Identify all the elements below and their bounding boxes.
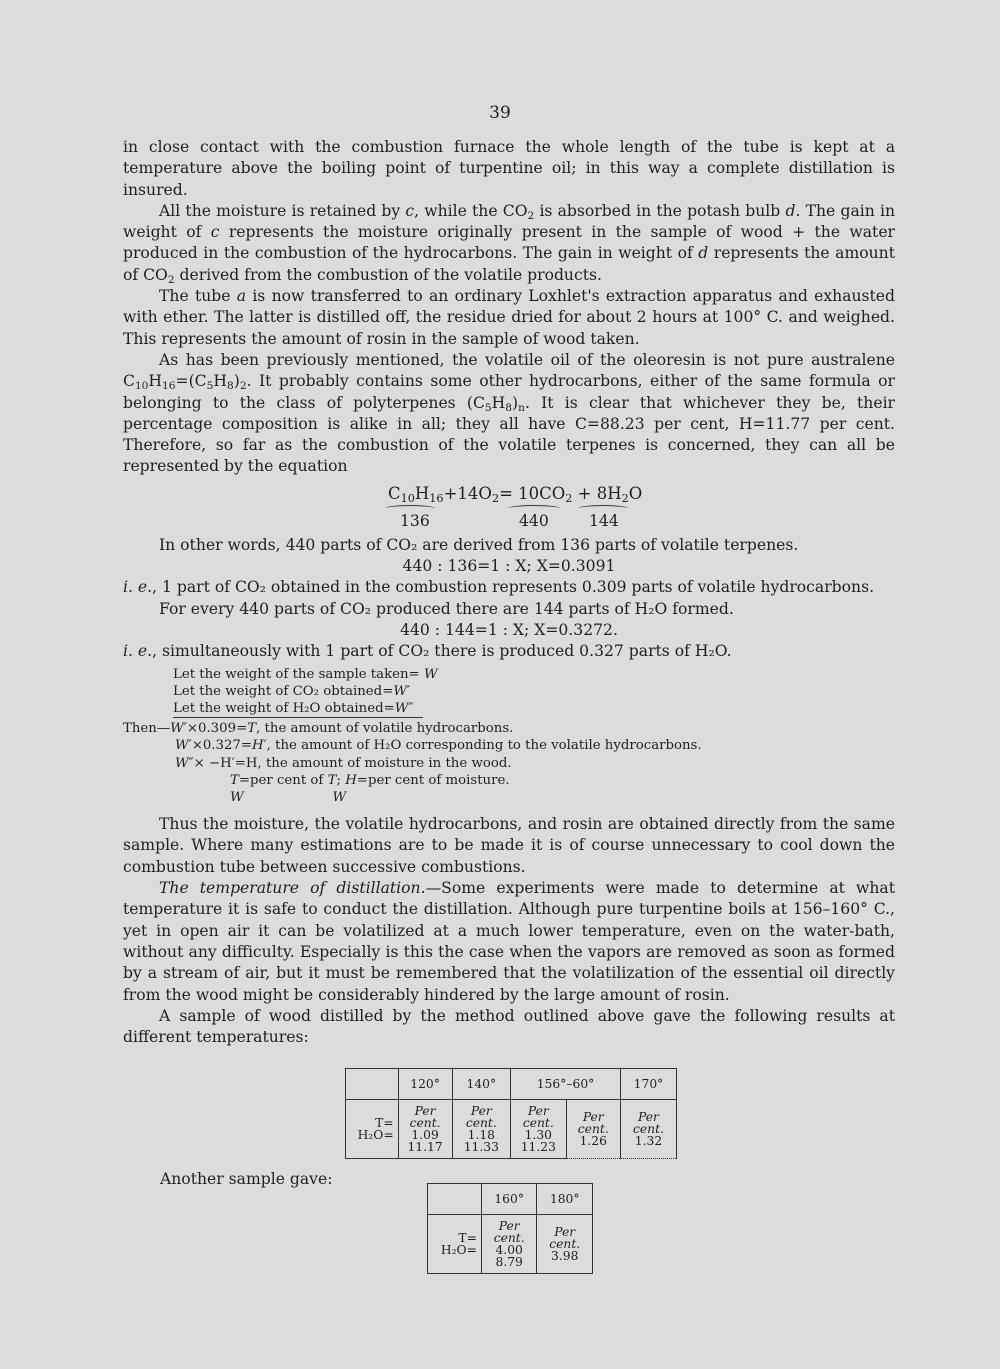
page-number: 39: [489, 103, 511, 123]
table1-row-labels: T= H₂O=: [346, 1100, 399, 1159]
paragraph-4: As has been previously mentioned, the volatile oil of the oleoresin is not pure australene $C_{10}H_{16}=(C_5H_8)_2$. It probably contains some other hydrocarbons, either of the same formula or belonging to the class of polyterpenes $(C_5H_8)_n$. It is clear that whichever they be, their percentage composition is alike in all; they all have C=88.23 per cent, H=11.77 per cent. Therefore, so far as the combustion of the volatile terpenes is concerned, they can all be represented by the equation: [123, 350, 896, 476]
molar-mass-3: 144: [589, 511, 619, 530]
paragraph-5: In other words, 440 parts of CO₂ are derived from 136 parts of volatile terpenes.: [159, 535, 799, 554]
table2-cell: Per cent. 3.98: [537, 1215, 593, 1274]
definitions: [123, 666, 895, 719]
molar-mass-1: 136: [400, 511, 430, 530]
table1-header: 140°: [452, 1069, 511, 1100]
paragraph-1: in close contact with the combustion furnace the whole length of the tube is kept at a temperature above the boiling point of turpentine oil; in this way a complete distillation is insured.: [123, 138, 895, 199]
table1-cell: Per cent. 1.26: [566, 1100, 620, 1159]
definition-3: Let the weight of H₂O obtained=W″: [173, 700, 423, 718]
table1-corner: [346, 1069, 399, 1100]
table2-row-labels: T= H₂O=: [428, 1215, 482, 1274]
calc-step-1: Then—W′×0.309=T, the amount of volatile hydrocarbons.: [123, 721, 514, 737]
paragraph-3: The tube a is now transferred to an ordinary Loxhlet's extraction apparatus and exhausted with ether. The latter is distilled off, the residue dried for about 2 hours at 100° C. and weighed. This represents the amount of rosin in the sample of wood taken.: [123, 287, 895, 348]
definition-1: Let the weight of the sample taken= W: [173, 666, 438, 682]
another-sample-label: Another sample gave:: [160, 1170, 333, 1188]
table1-header: 170°: [620, 1069, 676, 1100]
combustion-equation: [123, 481, 895, 533]
paragraph-9: Thus the moisture, the volatile hydrocarbons, and rosin are obtained directly from the same sample. Where many estimations are to be made it is of course unnecessary to cool down the combustion tube between successive combustions.: [123, 815, 895, 876]
table2-corner: [428, 1184, 482, 1215]
ratio-equation-1: 440 : 136=1 : X; X=0.3091: [402, 557, 616, 576]
calc-step-5: W W: [230, 789, 347, 805]
body-text: [123, 137, 895, 1048]
calculation-steps: [123, 720, 895, 806]
molar-mass-2: 440: [519, 511, 549, 530]
calc-step-3: W″× −H′=H, the amount of moisture in the wood.: [175, 755, 512, 771]
paragraph-7: For every 440 parts of CO₂ produced there are 144 parts of H₂O formed.: [159, 599, 734, 618]
table2-header: 180°: [537, 1184, 593, 1215]
paragraph-8: i. e., simultaneously with 1 part of CO₂ there is produced 0.327 parts of H₂O.: [123, 642, 732, 661]
table1-cell: Per cent. 1.09 11.17: [398, 1100, 452, 1159]
paragraph-2: All the moisture is retained by c, while the $CO_2$ is absorbed in the potash bulb d. The gain in weight of c represents the moisture originally present in the sample of wood + the water produced in the combustion of the hydrocarbons. The gain in weight of d represents the amount of $CO_2$ derived from the combustion of the volatile products.: [123, 201, 896, 286]
paragraph-6: i. e., 1 part of CO₂ obtained in the combustion represents 0.309 parts of volatile hydrocarbons.: [123, 578, 875, 597]
calc-step-4: T=per cent of T; H=per cent of moisture.: [230, 772, 510, 788]
table2-header: 160°: [481, 1184, 537, 1215]
table1-cell: Per cent. 1.32: [620, 1100, 676, 1159]
definition-2: Let the weight of CO₂ obtained=W′: [173, 683, 411, 699]
table2-cell: Per cent. 4.00 8.79: [481, 1215, 537, 1274]
results-table-1: [345, 1068, 677, 1159]
results-table-2: [427, 1183, 593, 1274]
paragraph-10: The temperature of distillation.—Some experiments were made to determine at what temperature it is safe to conduct the distillation. Although pure turpentine boils at 156–160° C., yet in open air it can be volatilized at a much lower temperature, even on the water-bath, without any difficulty. Especially is this the case when the vapors are removed as soon as formed by a stream of air, but it must be remembered that the volatilization of the essential oil directly from the wood might be considerably hindered by the large amount of rosin.: [123, 879, 895, 1004]
equation-formula: $C_{10}H_{16}+14O_2= 10CO_2 + 8H_2O$: [388, 483, 643, 505]
paragraph-11: A sample of wood distilled by the method outlined above gave the following results at different temperatures:: [123, 1006, 895, 1047]
table1-cell: Per cent. 1.30 11.23: [511, 1100, 566, 1159]
calc-step-2: W′×0.327=H′, the amount of H₂O corresponding to the volatile hydrocarbons.: [175, 738, 702, 754]
table1-header: 156°–60°: [511, 1069, 621, 1100]
ratio-equation-2: 440 : 144=1 : X; X=0.3272.: [400, 620, 618, 639]
table1-cell: Per cent. 1.18 11.33: [452, 1100, 511, 1159]
table1-header: 120°: [398, 1069, 452, 1100]
